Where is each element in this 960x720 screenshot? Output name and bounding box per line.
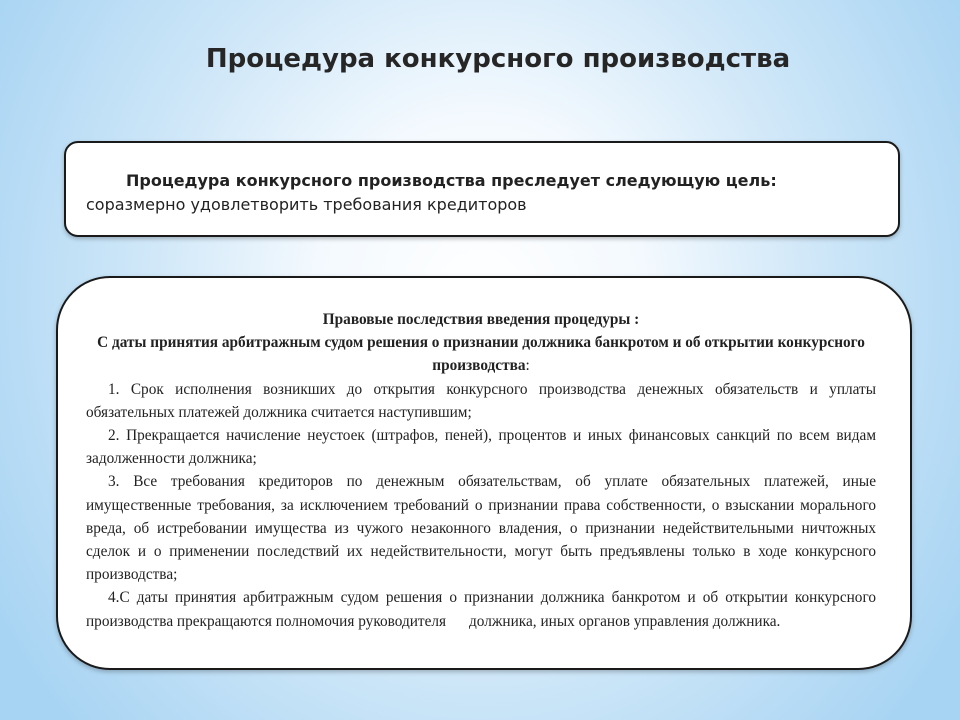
consequences-heading-line2-text: С даты принятия арбитражным судом решения о признании должника банкротом и об открытии конкурсного производства xyxy=(97,334,865,375)
slide-title: Процедура конкурсного производства xyxy=(205,44,791,74)
consequences-heading xyxy=(86,308,876,378)
consequence-item-2: 2. Прекращается начисление неустоек (штрафов, пеней), процентов и иных финансовых санкций по всем видам задолженности должника; xyxy=(86,427,876,468)
consequence-item-3: 3. Все требования кредиторов по денежным обязательствам, об уплате обязательных платежей, иные имущественные требования, за исключением требований о признании права собственности, о взыскании морального вреда, об истребовании имущества из чужого незаконного владения, о признании недействительными ничтожных сделок и о применении последствий их недействительности, могут быть предъявлены только в ходе конкурсного производства; xyxy=(86,473,876,584)
consequence-item-1: 1. Срок исполнения возникших до открытия конкурсного производства денежных обязательств и уплаты обязательных платежей должника считается наступившим; xyxy=(86,380,876,421)
consequences-heading-line2 xyxy=(86,331,876,377)
consequences-heading-colon: : xyxy=(525,357,530,375)
consequence-item-4: 4.С даты принятия арбитражным судом решения о признании должника банкротом и об открытии конкурсного производства прекращаются полномочия руководителя должника, иных органов управления должника. xyxy=(86,589,880,630)
consequences-content xyxy=(86,308,880,633)
goal-heading: Процедура конкурсного производства преследует следующую цель: xyxy=(126,171,777,190)
consequences-box xyxy=(56,276,912,670)
goal-box xyxy=(64,141,900,237)
consequences-heading-line1: Правовые последствия введения процедуры : xyxy=(322,311,640,328)
goal-text: соразмерно удовлетворить требования кредиторов xyxy=(86,195,527,214)
